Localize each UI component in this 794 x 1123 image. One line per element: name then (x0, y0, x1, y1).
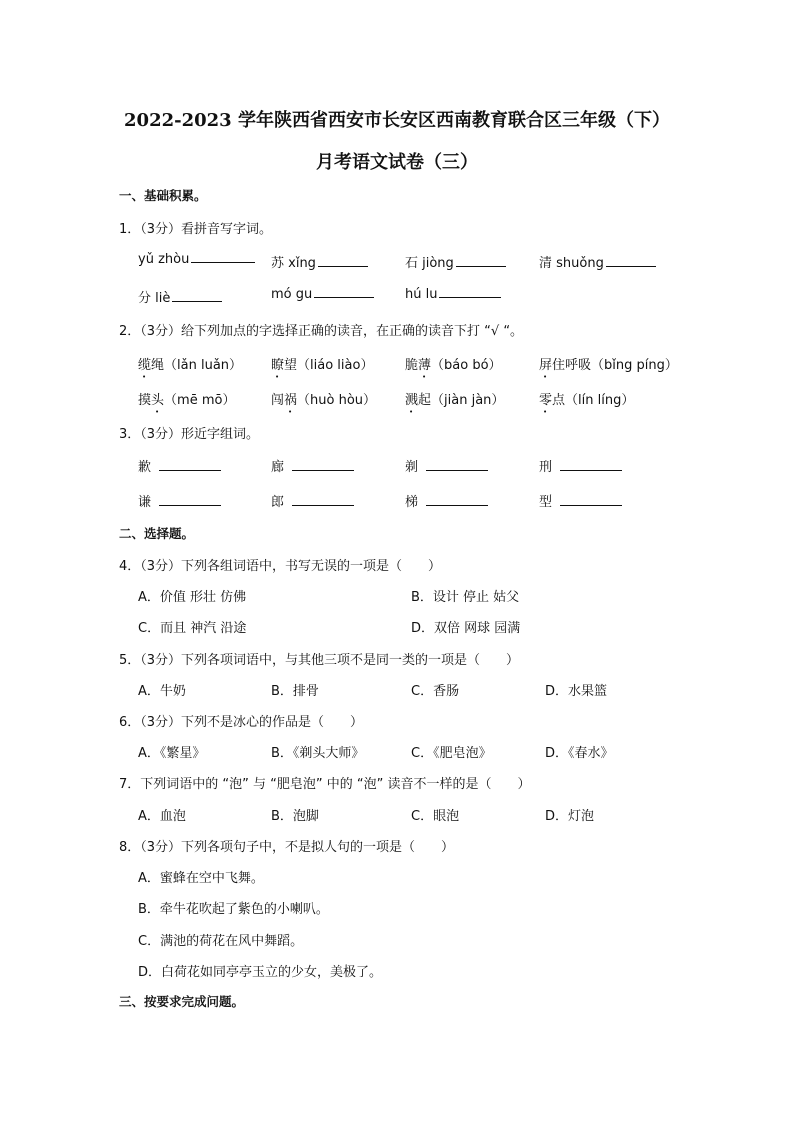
pinyin-item: 石 jiòng (405, 252, 506, 271)
pinyin-item: hú lu (405, 287, 501, 302)
option-d: D．白荷花如同亭亭玉立的少女，美极了。 (138, 965, 383, 980)
reading-item: 脆薄（báo bó） (405, 358, 502, 373)
word-group-item: 刑 (539, 456, 622, 475)
pinyin-item: 苏 xǐng (271, 252, 368, 271)
option-c: C．满池的荷花在风中舞蹈。 (138, 934, 304, 949)
option-a: A．蜜蜂在空中飞舞。 (138, 871, 264, 886)
pinyin-item: yǔ zhòu (138, 252, 255, 267)
reading-item: 零点（lín líng） (539, 393, 635, 408)
pinyin-item: mó gu (271, 287, 374, 302)
option-d: D．双倍 网球 园满 (411, 621, 521, 636)
question-2-stem: 2．（3分）给下列加点的字选择正确的读音，在正确的读音下打 “√ “。 (119, 324, 524, 339)
word-group-item: 廊 (271, 456, 354, 475)
option-c: C．香肠 (411, 684, 460, 699)
question-8-stem: 8．（3分）下列各项句子中，不是拟人句的一项是（ ） (119, 840, 455, 855)
reading-item: 屏住呼吸（bǐng píng） (539, 358, 678, 373)
word-group-item: 歉 (138, 456, 221, 475)
question-4-stem: 4．（3分）下列各组词语中，书写无误的一项是（ ） (119, 559, 442, 574)
word-group-item: 型 (539, 491, 622, 510)
word-group-item: 郎 (271, 491, 354, 510)
reading-item: 缆绳（lǎn luǎn） (138, 358, 243, 373)
option-c: C．《肥皂泡》 (411, 746, 492, 761)
question-1-stem: 1．（3分）看拼音写字词。 (119, 222, 273, 237)
page-title-line1: 2022-2023 学年陕西省西安市长安区西南教育联合区三年级（下） (124, 110, 670, 131)
question-5-stem: 5．（3分）下列各项词语中，与其他三项不是同一类的一项是（ ） (119, 653, 520, 668)
word-group-item: 剃 (405, 456, 488, 475)
question-7-stem: 7．下列词语中的 “泡” 与 “肥皂泡” 中的 “泡” 读音不一样的是（ ） (119, 777, 531, 792)
option-d: D．《春水》 (545, 746, 614, 761)
question-6-stem: 6．（3分）下列不是冰心的作品是（ ） (119, 715, 364, 730)
option-b: B．泡脚 (271, 809, 319, 824)
question-3-stem: 3．（3分）形近字组词。 (119, 427, 260, 442)
section-heading-3: 三、按要求完成问题。 (119, 994, 245, 1009)
reading-item: 闯祸（huò hòu） (271, 393, 377, 408)
reading-item: 溅起（jiàn jàn） (405, 393, 505, 408)
option-c: C．而且 神汽 沿途 (138, 621, 247, 636)
pinyin-item: 分 liè (138, 287, 222, 306)
section-heading-1: 一、基础积累。 (119, 188, 207, 203)
word-group-item: 梯 (405, 491, 488, 510)
option-b: B．设计 停止 姑父 (411, 590, 520, 605)
word-group-item: 谦 (138, 491, 221, 510)
page-title-line2: 月考语文试卷（三） (316, 152, 478, 173)
pinyin-item: 清 shuǒng (539, 252, 656, 271)
reading-item: 摸头（mē mō） (138, 393, 236, 408)
option-b: B．牵牛花吹起了紫色的小喇叭。 (138, 902, 329, 917)
option-a: A．《繁星》 (138, 746, 206, 761)
option-c: C．眼泡 (411, 809, 460, 824)
option-a: A．血泡 (138, 809, 186, 824)
option-a: A．牛奶 (138, 684, 186, 699)
option-a: A．价值 形壮 仿佛 (138, 590, 247, 605)
option-d: D．水果篮 (545, 684, 608, 699)
option-b: B．《剃头大师》 (271, 746, 365, 761)
option-d: D．灯泡 (545, 809, 595, 824)
option-b: B．排骨 (271, 684, 319, 699)
section-heading-2: 二、选择题。 (119, 526, 195, 541)
reading-item: 瞭望（liáo liào） (271, 358, 374, 373)
